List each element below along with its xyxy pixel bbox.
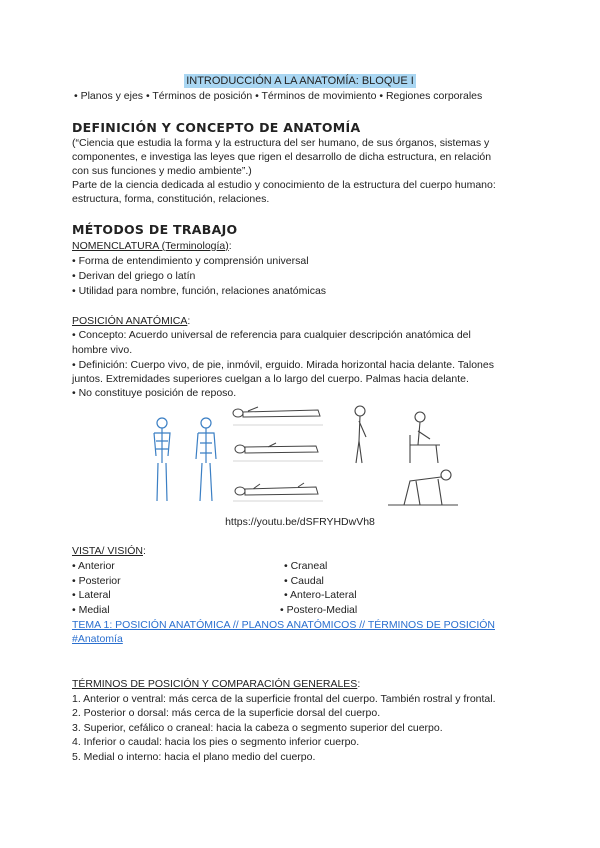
definicion-line: Parte de la ciencia dedicada al estudio y conocimiento de la estructura del cuerpo humano: [72, 179, 496, 191]
nomenclatura-item: • Forma de entendimiento y comprensión universal [72, 255, 309, 267]
terminos-item: 3. Superior, cefálico o craneal: hacia la cabeza o segmento superior del cuerpo. [72, 722, 443, 734]
vista-title: VISTA/ VISIÓN: [72, 545, 146, 557]
kneeling-figure-icon [388, 470, 458, 505]
posicion-line: hombre vivo. [72, 344, 133, 356]
figure-caption: https://youtu.be/dSFRYHDwVh8 [225, 516, 375, 528]
vista-right-item: • Caudal [284, 575, 324, 587]
vista-left-item: • Posterior [72, 575, 121, 587]
vista-left-item: • Lateral [72, 589, 111, 601]
lateral-figure-icon [233, 443, 323, 461]
terminos-item: 4. Inferior o caudal: hacia los pies o segmento inferior cuerpo. [72, 736, 360, 748]
posicion-line: • Definición: Cuerpo vivo, de pie, inmóvil, erguido. Mirada horizontal hacia delante. Talones [72, 359, 494, 371]
posicion-line: • No constituye posición de reposo. [72, 387, 237, 399]
nomenclatura-title: NOMENCLATURA (Terminología): [72, 240, 232, 252]
definicion-heading: DEFINICIÓN Y CONCEPTO DE ANATOMÍA [72, 120, 361, 135]
supine-figure-icon [233, 407, 323, 425]
posicion-line: • Concepto: Acuerdo universal de referencia para cualquier descripción anatómica del [72, 329, 471, 341]
definicion-line: con sus funciones y medio ambiente”.) [72, 165, 252, 177]
vista-right-item: • Postero-Medial [280, 604, 358, 616]
standing-profile-icon [355, 406, 366, 463]
standing-figure-back-icon [196, 418, 216, 501]
topics-line: • Planos y ejes • Términos de posición • Términos de movimiento • Regiones corporales [74, 90, 483, 102]
anatomical-position-figure [148, 401, 468, 513]
definicion-line: (“Ciencia que estudia la forma y la estructura del ser humano, de sus órganos, sistemas y [72, 137, 490, 149]
hashtag-link[interactable]: #Anatomía [72, 633, 123, 645]
vista-right-item: • Antero-Lateral [284, 589, 357, 601]
posicion-title: POSICIÓN ANATÓMICA: [72, 315, 191, 327]
vista-left-item: • Medial [72, 604, 110, 616]
nomenclatura-item: • Utilidad para nombre, función, relaciones anatómicas [72, 285, 327, 297]
terminos-item: 1. Anterior o ventral: más cerca de la superficie frontal del cuerpo. También rostral y frontal. [72, 693, 496, 705]
definicion-line: estructura, forma, constitución, relaciones. [72, 193, 270, 205]
posicion-line: juntos. Extremidades superiores cuelgan a lo largo del cuerpo. Palmas hacia delante. [72, 373, 469, 385]
tema-link[interactable]: TEMA 1: POSICIÓN ANATÓMICA // PLANOS ANATÓMICOS // TÉRMINOS DE POSICIÓN [72, 619, 495, 631]
prone-figure-icon [233, 483, 323, 501]
document-title: INTRODUCCIÓN A LA ANATOMÍA: BLOQUE I [186, 75, 414, 87]
terminos-item: 5. Medial o interno: hacia el plano medio del cuerpo. [72, 751, 316, 763]
title-row [0, 71, 600, 89]
terminos-title: TÉRMINOS DE POSICIÓN Y COMPARACIÓN GENERALES: [72, 678, 361, 690]
metodos-heading: MÉTODOS DE TRABAJO [72, 222, 238, 237]
terminos-item: 2. Posterior o dorsal: más cerca de la superficie dorsal del cuerpo. [72, 707, 381, 719]
vista-right-item: • Craneal [284, 560, 328, 572]
seated-figure-icon [410, 412, 440, 463]
standing-figure-front-icon [154, 418, 170, 501]
vista-left-item: • Anterior [72, 560, 115, 572]
nomenclatura-item: • Derivan del griego o latín [72, 270, 196, 282]
definicion-line: componentes, e investiga las leyes que rigen el desarrollo de dicha estructura, en relación [72, 151, 492, 163]
